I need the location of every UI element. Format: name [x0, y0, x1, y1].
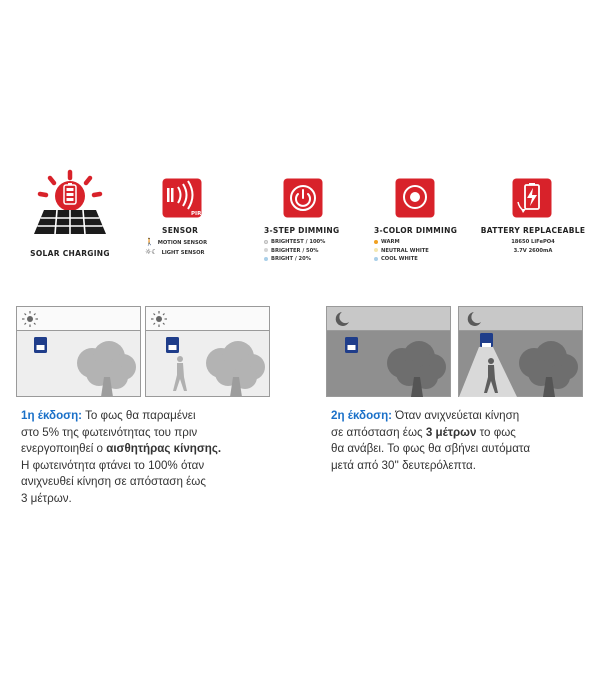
color-warm-label: WARM — [381, 239, 400, 245]
panel-day-motion — [145, 306, 270, 397]
dimming-title: 3-STEP DIMMING — [264, 226, 340, 235]
version1-line-1 — [21, 408, 291, 425]
color-dimming-title: 3-COLOR DIMMING — [374, 226, 458, 235]
version2-caption — [331, 408, 596, 474]
dimming-level-3: BRIGHT / 20% — [271, 256, 311, 262]
version1-line-4: Η φωτεινότητα φτάνει το 100% όταν — [21, 458, 205, 472]
color-neutral-label: NEUTRAL WHITE — [381, 247, 429, 254]
version2-text-1: Όταν ανιχνεύεται κίνηση — [392, 409, 520, 422]
version1-line-5: ανιχνευθεί κίνηση σε απόσταση έως — [21, 475, 206, 489]
dimming-line-3 — [264, 255, 348, 264]
feature-sensor — [140, 168, 230, 257]
battery-capacity: 3.7V 2600mA — [513, 247, 553, 254]
panel-day-idle — [16, 306, 141, 397]
version2-label: 2η έκδοση: — [331, 409, 393, 422]
tree-icon — [519, 341, 578, 397]
solar-lamp-icon — [34, 337, 47, 353]
version2-line-1 — [331, 408, 596, 425]
version2-line-4: μετά από 30'' δευτερόλεπτα. — [331, 458, 476, 472]
walking-person-icon: 🚶 — [145, 238, 154, 246]
version1-line-6: 3 μέτρων. — [21, 491, 72, 505]
version2-text-2b: 3 μέτρων — [425, 425, 477, 439]
battery-type: 18650 LiFePO4 — [511, 239, 555, 245]
sun-moon-icon: ☼☾ — [145, 247, 158, 256]
sun-icon — [151, 311, 167, 327]
version1-text-3a: ενεργοποιηθεί ο — [21, 442, 107, 456]
feature-battery — [478, 168, 588, 255]
power-button-icon — [283, 178, 323, 218]
sensor-line-motion — [145, 238, 230, 248]
features-row — [0, 168, 600, 268]
color-line-warm — [374, 238, 460, 247]
color-line-cool — [374, 255, 460, 264]
tree-icon — [206, 341, 265, 397]
color-line-neutral — [374, 247, 460, 256]
solar-lamp-icon — [166, 337, 179, 353]
dimming-line-2 — [264, 247, 348, 256]
motion-sensor-label: MOTION SENSOR — [157, 240, 208, 246]
version1-text-3b: αισθητήρας κίνησης. — [106, 442, 222, 456]
sun-icon — [22, 311, 38, 327]
feature-solar-charging — [22, 168, 118, 258]
walking-person-icon — [173, 356, 187, 391]
sensor-line-light — [145, 248, 230, 258]
panel-night-motion — [458, 306, 583, 397]
version2-line-2 — [331, 425, 596, 442]
version2-line-3: θα ανάβει. Το φως θα σβήνει αυτόματα — [331, 442, 531, 456]
solar-charging-title: SOLAR CHARGING — [30, 249, 110, 258]
battery-icon — [512, 178, 552, 218]
light-bulb-icon — [395, 178, 435, 218]
version1-line-2: στο 5% της φωτεινότητας του πριν — [21, 425, 198, 439]
battery-title: BATTERY REPLACEABLE — [480, 226, 586, 235]
dimming-level-2: BRIGHTER / 50% — [271, 247, 319, 254]
solar-lamp-icon — [345, 337, 358, 353]
version2-text-2a: σε απόσταση έως — [331, 425, 426, 439]
tree-icon — [387, 341, 446, 397]
pir-badge: PIR — [191, 211, 202, 217]
tree-icon — [77, 341, 136, 397]
sensor-title: SENSOR — [162, 226, 199, 235]
pir-sensor-icon — [162, 178, 202, 218]
solar-panel-icon — [22, 168, 118, 238]
moon-icon — [468, 312, 481, 326]
version1-caption — [21, 408, 291, 508]
light-sensor-label: LIGHT SENSOR — [161, 249, 205, 256]
version1-text-1: Το φως θα παραμένει — [82, 409, 196, 422]
version2-text-2c: το φως — [476, 425, 516, 439]
solar-lamp-icon — [480, 333, 493, 347]
version1-line-3 — [21, 441, 291, 458]
panel-night-idle — [326, 306, 451, 397]
version1-label: 1η έκδοση: — [21, 409, 83, 422]
dimming-level-1: BRIGHTEST / 100% — [271, 239, 326, 245]
dimming-line-1 — [264, 238, 348, 247]
moon-icon — [336, 312, 349, 326]
feature-3-color-dimming — [370, 168, 460, 264]
color-cool-label: COOL WHITE — [381, 256, 418, 262]
feature-3-step-dimming — [258, 168, 348, 264]
